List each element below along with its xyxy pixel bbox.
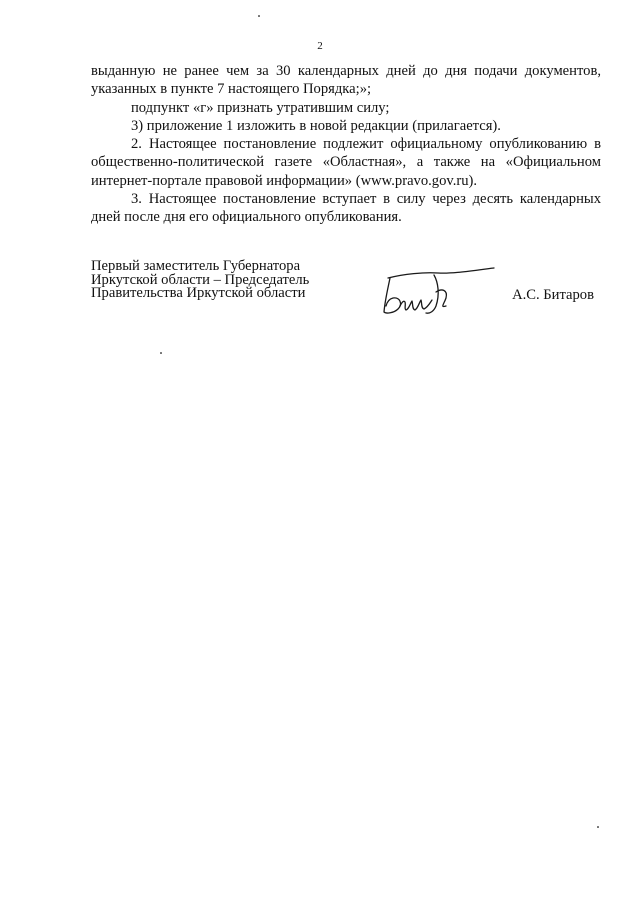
page-number: 2 xyxy=(317,40,323,52)
handwritten-signature xyxy=(376,264,496,324)
body-paragraph: 2. Настоящее постановление подлежит официальному опубликованию в общественно-политической газете «Областная», а также на «Официальном интернет-портале правовой информации» (www.pravo.gov.ru). xyxy=(91,136,601,189)
body-paragraph: 3. Настоящее постановление вступает в силу через десять календарных дней после дня его официального опубликования. xyxy=(91,191,601,226)
scan-speck xyxy=(160,352,162,354)
signatory-position-line: Иркутской области – Председатель xyxy=(91,271,310,288)
scan-speck xyxy=(597,826,599,828)
document-body xyxy=(91,62,601,227)
signatory-name: А.С. Битаров xyxy=(512,287,594,303)
scan-speck xyxy=(258,15,260,17)
signature-block xyxy=(91,260,601,320)
signatory-position-line: Первый заместитель Губернатора xyxy=(91,258,301,274)
body-paragraph: выданную не ранее чем за 30 календарных дней до дня подачи документов, указанных в пункте 7 настоящего Порядка;»; xyxy=(91,63,601,98)
signatory-position-line: Правительства Иркутской области xyxy=(91,285,306,301)
signatory-position xyxy=(91,260,309,301)
body-paragraph: подпункт «г» признать утратившим силу; xyxy=(131,99,390,116)
body-paragraph: 3) приложение 1 изложить в новой редакции (прилагается). xyxy=(131,117,501,134)
